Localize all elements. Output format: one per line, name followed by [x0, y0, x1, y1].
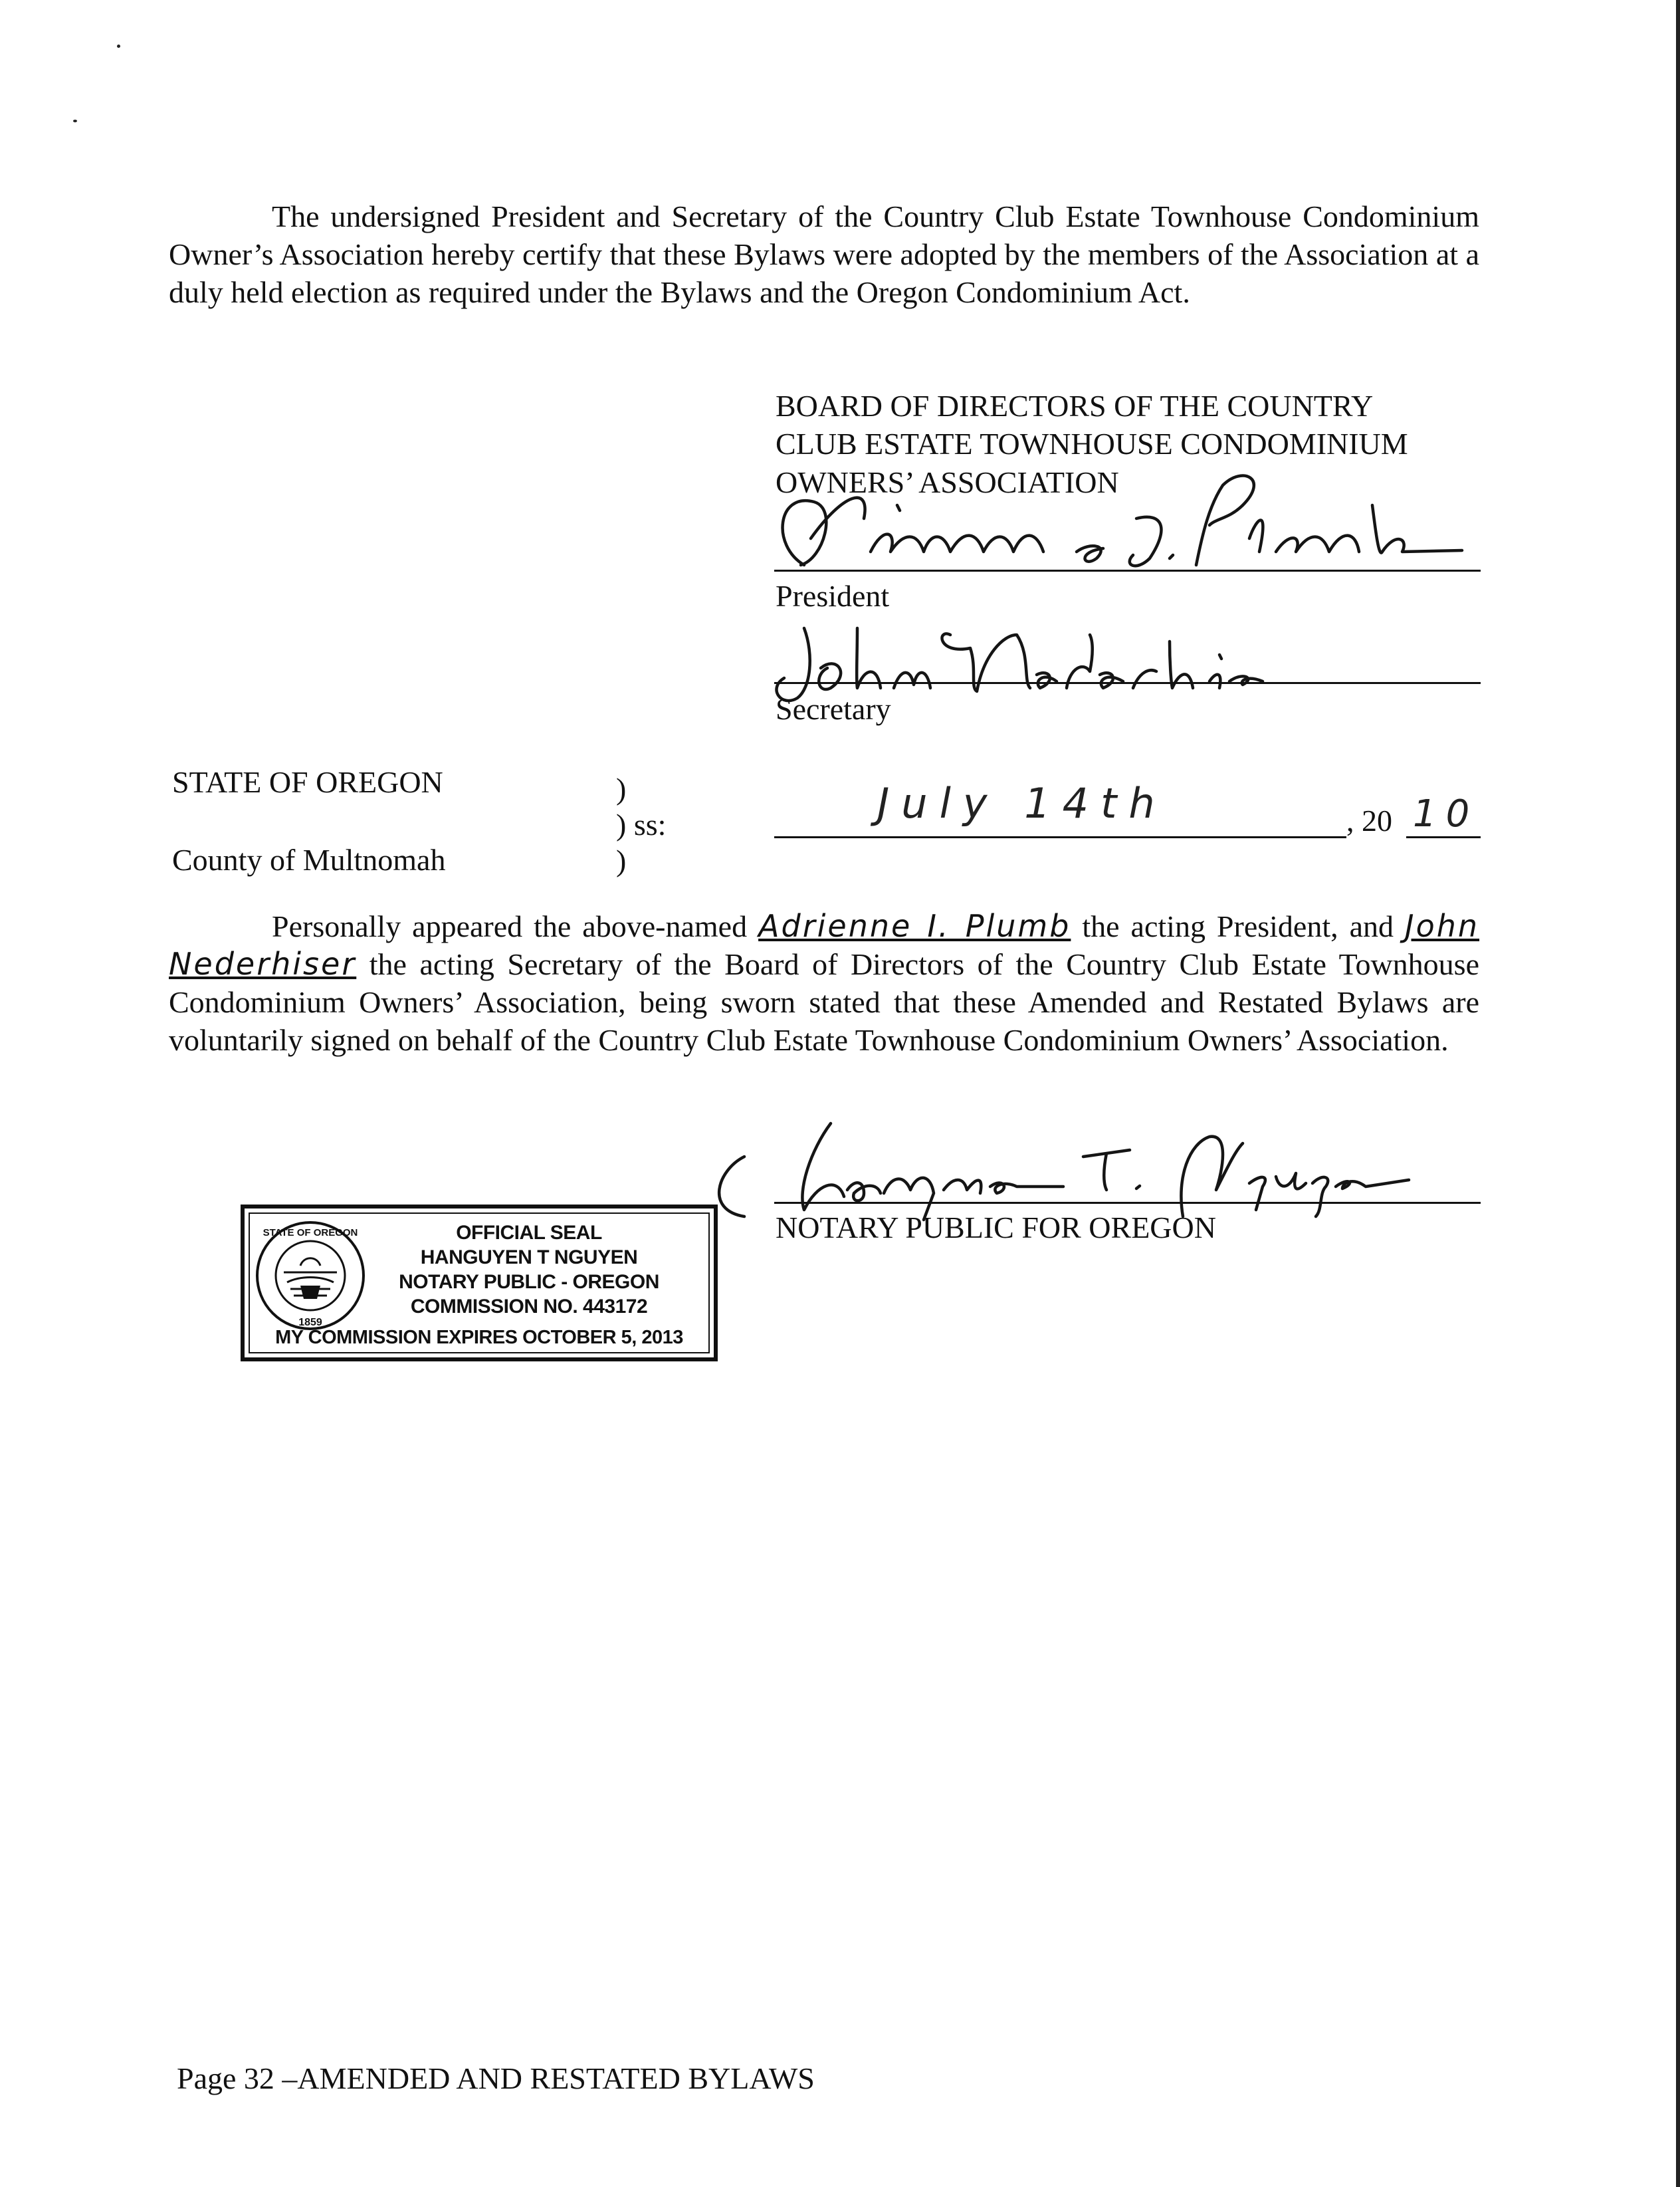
scan-speck [117, 45, 120, 48]
certification-paragraph: The undersigned President and Secretary of the Country Club Estate Townhouse Condominium Owner’s Association hereby certify that these Bylaws were adopted by the members of the Association at a duly held election as required under the Bylaws and the Oregon Condominium Act. [169, 199, 1479, 309]
appearance-lead: Personally appeared the above-named [272, 909, 748, 943]
venue-paren-1: ) [616, 772, 627, 806]
year-line [1406, 836, 1481, 838]
notary-signature [704, 1110, 1455, 1223]
secretary-signature-line [774, 682, 1481, 684]
scan-edge [1676, 0, 1680, 2187]
secretary-label: Secretary [776, 692, 891, 726]
seal-emblem-year: 1859 [298, 1317, 322, 1328]
official-notary-seal [241, 1205, 718, 1361]
president-label: President [776, 579, 890, 613]
seal-line-official: OFFICIAL SEAL [456, 1222, 602, 1244]
seal-line-commission: COMMISSION NO. 443172 [410, 1296, 648, 1318]
president-signature [764, 465, 1489, 578]
president-signature-line [774, 570, 1481, 572]
board-heading-line-2: CLUB ESTATE TOWNHOUSE CONDOMINIUM [776, 427, 1408, 461]
handwritten-date: July 14th [877, 779, 1167, 828]
year-prefix: , 20 [1346, 804, 1392, 838]
county-label: County of Multnomah [172, 843, 446, 877]
venue-ss: ) ss: [616, 808, 667, 842]
seal-line-notary: NOTARY PUBLIC - OREGON [399, 1271, 659, 1293]
board-heading-line-3: OWNERS’ ASSOCIATION [776, 465, 1119, 499]
notary-public-label: NOTARY PUBLIC FOR OREGON [776, 1210, 1216, 1244]
seal-emblem-text: STATE OF OREGON [262, 1227, 358, 1238]
venue-paren-3: ) [616, 844, 627, 877]
page-footer: Page 32 –AMENDED AND RESTATED BYLAWS [177, 2061, 815, 2095]
handwritten-secretary-name: John Nederhiser [169, 908, 1480, 982]
seal-line-name: HANGUYEN T NGUYEN [420, 1246, 638, 1268]
appearance-after-president: the acting President, and [1082, 909, 1394, 943]
appearance-rest: the acting Secretary of the Board of Directors of the Country Club Estate Townhouse Condominium Owners’ Association, being sworn stated that these Amended and Restated Bylaws are voluntarily signed on behalf of the Country Club Estate Townhouse Condominium Owners’ Association. [169, 947, 1479, 1057]
state-label: STATE OF OREGON [172, 765, 443, 799]
handwritten-president-name: Adrienne I. Plumb [758, 908, 1071, 944]
date-line [774, 836, 1346, 838]
appearance-paragraph [169, 907, 1479, 1059]
handwritten-year: 10 [1413, 792, 1479, 836]
scan-speck [73, 120, 77, 122]
seal-line-expires: MY COMMISSION EXPIRES OCTOBER 5, 2013 [275, 1327, 683, 1348]
board-heading-line-1: BOARD OF DIRECTORS OF THE COUNTRY [776, 389, 1374, 423]
notary-signature-line [774, 1202, 1481, 1204]
